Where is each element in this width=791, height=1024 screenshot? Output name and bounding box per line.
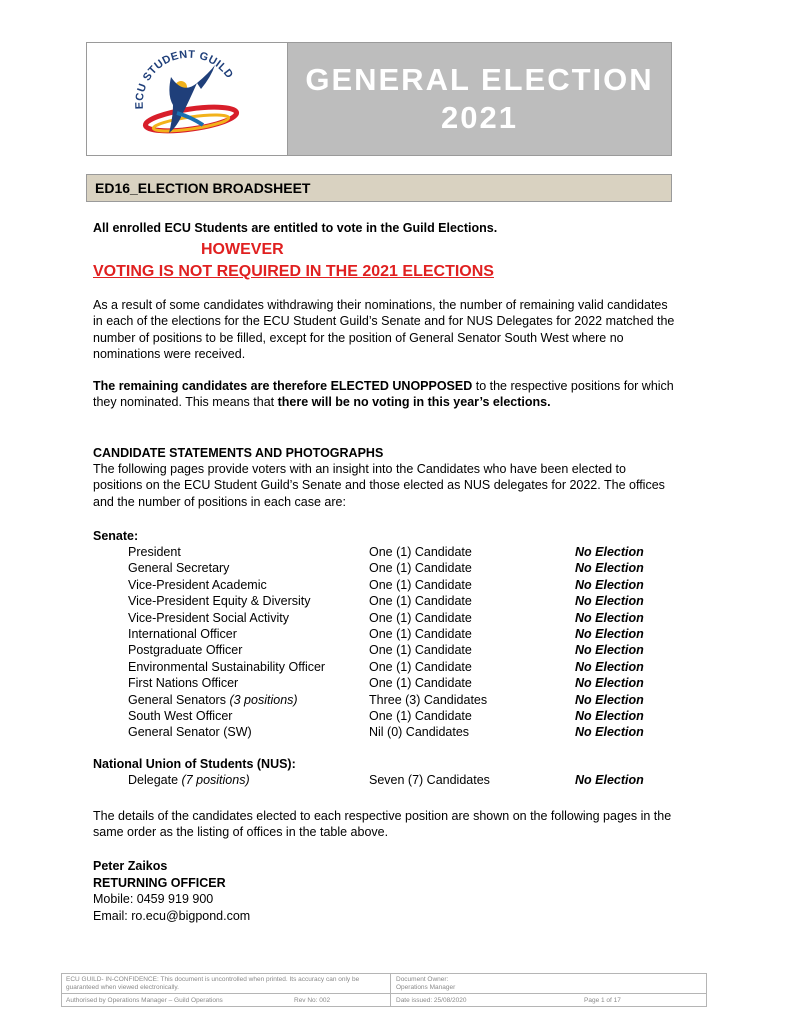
office-label: President [128,545,181,559]
page-title-line1: GENERAL ELECTION [305,62,654,97]
footer-page: Page 1 of 17 [584,997,621,1004]
election-status: No Election [575,561,644,576]
details-paragraph: The details of the candidates elected to each respective position are shown on the following pages in the same order as the listing of offices in the table above. [93,809,672,840]
however-heading: HOWEVER [201,241,284,258]
table-row [93,772,693,788]
election-status: No Election [575,627,644,641]
election-status: No Election [575,577,644,592]
office-label: First Nations Officer [128,676,239,691]
intro-paragraph: As a result of some candidates withdrawing their nominations, the number of remaining valid candidates in each of the elections for the ECU Student Guild’s Senate and for NUS Delegates for 2022 matched the number of positions to be filled, except for the position of General Senator South West where no nominations were received. [93,298,675,362]
office-name: General Senators [128,692,226,707]
table-row [93,675,693,691]
election-status: No Election [575,594,644,609]
table-row [93,708,693,724]
footer-owner: Operations Manager [396,984,456,991]
intro-line: All enrolled ECU Students are entitled to vote in the Guild Elections. [93,221,498,235]
office-name: Delegate [128,773,179,787]
candidate-count: One (1) Candidate [369,594,472,609]
candidate-count: One (1) Candidate [369,561,472,576]
table-row [93,659,693,675]
election-status: No Election [575,643,644,658]
footer-rev: Rev No: 002 [294,997,331,1004]
elected-text: to the respective positions for which they nominated. This means that [93,379,674,410]
candidate-count: One (1) Candidate [369,610,472,625]
table-row [93,724,693,740]
nus-table [93,772,678,790]
office-label: General Senator (SW) [128,725,252,740]
table-row [93,610,693,626]
candidate-count: One (1) Candidate [369,627,472,641]
office-label: Vice-President Equity & Diversity [128,594,311,609]
footer-confidence: ECU GUILD- IN-CONFIDENCE: This document is uncontrolled when printed. Its accuracy can only be guaranteed when viewed electronically. [66,976,360,991]
election-status: No Election [575,676,644,691]
document-header [86,42,672,156]
candidate-count: One (1) Candidate [369,643,472,658]
office-label: Vice-President Academic [128,577,267,592]
office-label: International Officer [128,627,237,641]
elected-bold-2: there will be no voting in this year’s elections. [277,395,551,410]
title-cell [288,43,671,155]
elected-bold: The remaining candidates are therefore ELECTED UNOPPOSED [93,379,473,393]
table-row [93,544,693,560]
footer-authorised: Authorised by Operations Manager – Guild Operations [66,997,223,1004]
table-row [93,577,693,593]
election-status: No Election [575,773,644,787]
office-label [128,692,298,708]
office-label: South West Officer [128,709,233,723]
signatory-mobile: Mobile: 0459 919 900 [93,892,214,906]
section-bar: ED16_ELECTION BROADSHEET [86,174,672,202]
ecu-student-guild-logo [87,43,287,155]
table-row [93,642,693,658]
office-note: (7 positions) [181,773,250,787]
document-footer [61,973,707,1007]
table-row [93,692,693,708]
svg-text:ECU STUDENT GUILD: ECU STUDENT GUILD [133,48,236,110]
logo-cell [87,43,288,155]
office-label [128,772,250,788]
election-status: No Election [575,692,644,707]
office-label: Postgraduate Officer [128,643,243,658]
office-label: Environmental Sustainability Officer [128,659,326,674]
statements-heading: CANDIDATE STATEMENTS AND PHOTOGRAPHS [93,446,384,460]
candidate-count: Seven (7) Candidates [369,773,490,787]
candidate-count: One (1) Candidate [369,709,472,723]
footer-issued: Date issued: 25/08/2020 [396,997,467,1004]
senate-table [93,544,678,744]
candidate-count: One (1) Candidate [369,577,472,592]
page-title-line2: 2021 [441,100,518,135]
senate-heading: Senate: [93,529,139,543]
candidate-count: One (1) Candidate [369,659,472,674]
candidate-count: Nil (0) Candidates [369,725,470,740]
election-status: No Election [575,610,644,625]
table-row [93,593,693,609]
candidate-count: One (1) Candidate [369,676,472,691]
nus-heading: National Union of Students (NUS): [93,757,296,771]
election-status: No Election [575,725,644,740]
footer-divider [62,993,706,994]
candidate-count: One (1) Candidate [369,545,472,559]
signatory-role: RETURNING OFFICER [93,876,226,890]
voting-heading: VOTING IS NOT REQUIRED IN THE 2021 ELECTIONS [93,263,494,280]
table-row [93,626,693,642]
statements-text: The following pages provide voters with an insight into the Candidates who have been elected to positions on the ECU Student Guild’s Senate and those elected as NUS delegates for 2022. The offices and the number of positions in each case are: [93,462,665,509]
election-status: No Election [575,709,644,723]
election-status: No Election [575,545,644,559]
office-label: Vice-President Social Activity [128,610,289,625]
signatory-email: Email: ro.ecu@bigpond.com [93,909,251,923]
footer-divider-v [390,974,391,1006]
table-row [93,560,693,576]
office-note: (3 positions) [229,692,298,707]
office-label: General Secretary [128,561,230,576]
elected-paragraph [93,378,678,411]
election-status: No Election [575,659,644,674]
footer-owner-label: Document Owner: [396,976,449,983]
signatory-name: Peter Zaikos [93,859,168,873]
candidate-count: Three (3) Candidates [369,692,488,707]
